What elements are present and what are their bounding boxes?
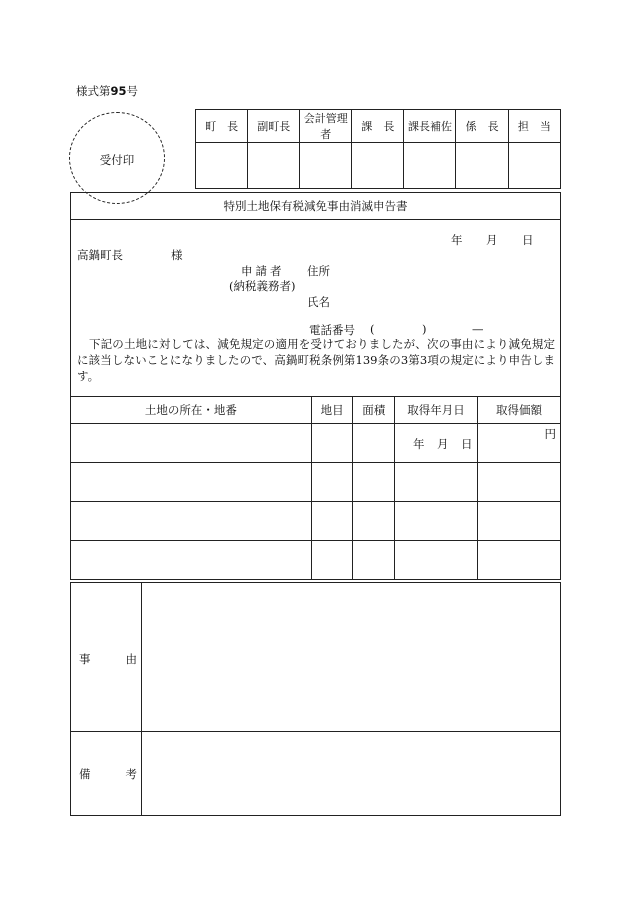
land-date-cell[interactable]	[395, 502, 478, 541]
addressee-suffix: 様	[171, 248, 183, 262]
land-date-cell[interactable]	[395, 424, 478, 463]
land-area-cell[interactable]	[353, 463, 395, 502]
date-year-label: 年	[451, 233, 463, 247]
land-area-cell[interactable]	[353, 541, 395, 580]
remarks-label-char1: 備	[79, 767, 91, 781]
statement-text: 下記の土地に対しては、減免規定の適用を受けておりましたが、次の事由により減免規定に該当しないことになりましたので、高鍋町税条例第139条の3第3項の規定により申告します。	[77, 337, 555, 383]
date-month-label: 月	[486, 233, 498, 247]
land-header-area: 面積	[353, 397, 395, 424]
land-price-cell[interactable]	[477, 502, 560, 541]
stamp-label: 受付印	[99, 153, 135, 167]
approval-seal-cell[interactable]	[352, 143, 404, 189]
reason-divider	[141, 583, 142, 731]
land-location-cell[interactable]	[71, 502, 312, 541]
remarks-divider	[141, 732, 142, 815]
land-price-unit: 円	[544, 427, 556, 441]
land-category-cell[interactable]	[311, 502, 353, 541]
remarks-label-char2: 考	[125, 767, 137, 781]
land-location-cell[interactable]	[71, 541, 312, 580]
name-label: 氏名	[307, 295, 330, 309]
taxpayer-label: (納税義務者)	[229, 279, 296, 293]
remarks-input[interactable]	[143, 732, 560, 815]
land-date-month: 月	[437, 437, 449, 451]
approval-seal-cell[interactable]	[248, 143, 300, 189]
approval-header-assistant-chief: 課長補佐	[404, 110, 456, 143]
reason-section	[70, 582, 561, 732]
land-price-cell[interactable]	[477, 541, 560, 580]
approval-header-mayor: 町 長	[196, 110, 248, 143]
approval-header-accounting: 会計管理者	[300, 110, 352, 143]
phone-label: 電話番号	[309, 323, 355, 337]
form-title: 特別土地保有税減免事由消滅申告書	[70, 192, 561, 220]
approval-header-section-chief: 課 長	[352, 110, 404, 143]
land-location-cell[interactable]	[71, 463, 312, 502]
land-date-year: 年	[413, 437, 425, 451]
land-header-acquisition-date: 取得年月日	[395, 397, 478, 424]
land-price-cell[interactable]	[477, 424, 560, 463]
land-header-category: 地目	[311, 397, 353, 424]
land-category-cell[interactable]	[311, 424, 353, 463]
remarks-label	[79, 766, 137, 782]
reception-stamp-area	[69, 112, 165, 204]
addressee-name: 高鍋町長	[77, 248, 123, 262]
land-price-cell[interactable]	[477, 463, 560, 502]
approval-header-staff: 担 当	[508, 110, 560, 143]
land-table	[70, 396, 561, 580]
approval-seal-cell[interactable]	[196, 143, 248, 189]
applicant-label: 申請者	[241, 264, 285, 278]
approval-table	[195, 109, 561, 189]
land-category-cell[interactable]	[311, 541, 353, 580]
approval-seal-cell[interactable]	[456, 143, 508, 189]
reason-input[interactable]	[143, 583, 560, 731]
reason-label-char1: 事	[79, 652, 91, 666]
approval-seal-cell[interactable]	[404, 143, 456, 189]
land-header-acquisition-price: 取得価額	[477, 397, 560, 424]
land-category-cell[interactable]	[311, 463, 353, 502]
land-area-cell[interactable]	[353, 502, 395, 541]
land-location-cell[interactable]	[71, 424, 312, 463]
land-date-cell[interactable]	[395, 463, 478, 502]
land-date-cell[interactable]	[395, 541, 478, 580]
phone-dash: —	[472, 322, 484, 336]
form-number-prefix: 様式第	[76, 84, 111, 98]
land-area-cell[interactable]	[353, 424, 395, 463]
approval-seal-cell[interactable]	[300, 143, 352, 189]
reason-label	[79, 651, 137, 667]
form-number-suffix: 号	[126, 84, 139, 98]
approval-header-subsection-chief: 係 長	[456, 110, 508, 143]
reason-label-char2: 由	[125, 652, 137, 666]
address-label: 住所	[307, 264, 330, 278]
form-number-value: 95	[110, 84, 127, 98]
approval-seal-cell[interactable]	[508, 143, 560, 189]
remarks-section	[70, 731, 561, 816]
form-number	[76, 83, 138, 99]
land-header-location: 土地の所在・地番	[71, 397, 312, 424]
phone-paren-close: )	[422, 322, 427, 336]
approval-header-deputy-mayor: 副町長	[248, 110, 300, 143]
land-date-day: 日	[461, 437, 473, 451]
date-day-label: 日	[522, 233, 534, 247]
phone-paren-open: (	[370, 322, 375, 336]
